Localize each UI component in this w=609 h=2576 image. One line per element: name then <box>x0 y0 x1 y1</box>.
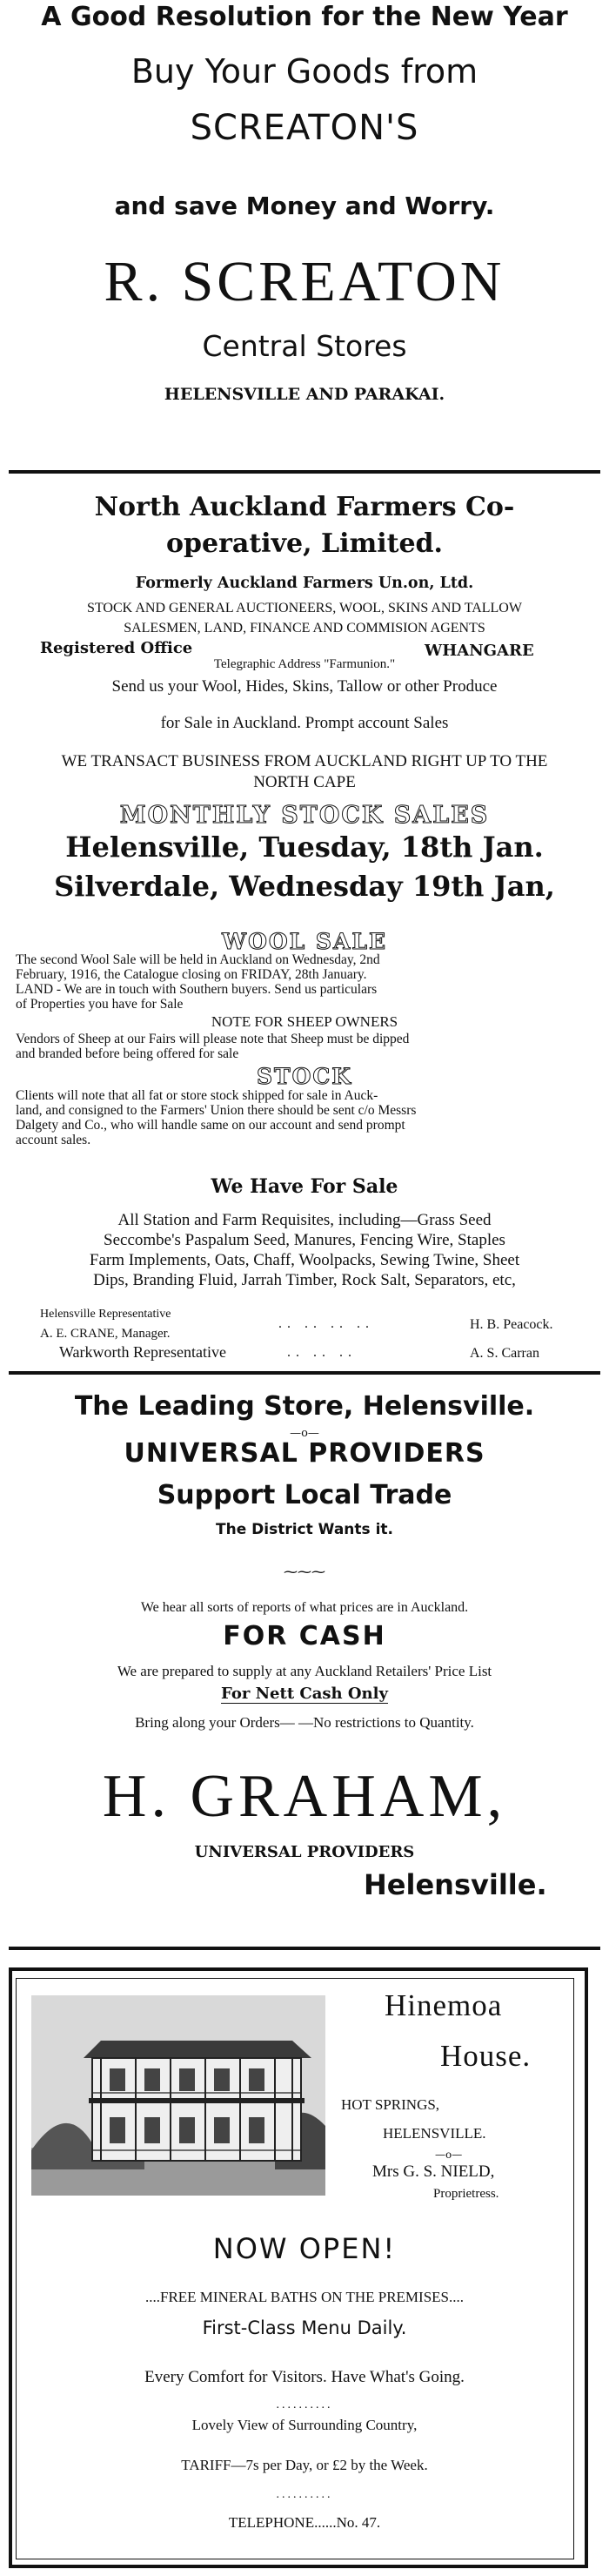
illustration-roof <box>84 2041 311 2058</box>
hinemoa-telephone: TELEPHONE......No. 47. <box>228 2514 381 2531</box>
farmers-transact-line-1: WE TRANSACT BUSINESS FROM AUCKLAND RIGHT UP TO THE <box>61 752 548 770</box>
graham-separator: —o— <box>290 1427 319 1440</box>
hinemoa-tariff: TARIFF—7s per Day, or £2 by the Week. <box>181 2457 428 2473</box>
farmers-rep-manager: A. E. CRANE, Manager. <box>40 1327 171 1341</box>
farmers-have-heading: We Have For Sale <box>211 1175 398 1198</box>
hinemoa-proprietress: Proprietress. <box>433 2187 499 2201</box>
screaton-save-line: and save Money and Worry. <box>114 192 495 220</box>
farmers-rep-warkworth-name: A. S. Carran <box>470 1346 539 1361</box>
farmers-rep-helensville-label: Helensville Representative <box>40 1308 171 1321</box>
farmers-transact-line-2: NORTH CAPE <box>253 773 356 791</box>
farmers-services-line-2: SALESMEN, LAND, FINANCE AND COMMISION AGENTS <box>124 621 485 636</box>
screaton-proprietor: R. SCREATON <box>104 250 505 313</box>
farmers-wool-line: of Properties you have for Sale <box>16 997 184 1012</box>
farmers-send-line-2: for Sale in Auckland. Prompt account Sales <box>160 714 449 732</box>
farmers-wool-line: The second Wool Sale will be held in Auckland on Wednesday, 2nd <box>16 952 380 967</box>
section-divider <box>9 1371 600 1375</box>
farmers-services-line-1: STOCK AND GENERAL AUCTIONEERS, WOOL, SKINS AND TALLOW <box>87 601 522 615</box>
graham-nett-cash-text: For Nett Cash Only <box>221 1685 388 1703</box>
screaton-headline: A Good Resolution for the New Year <box>41 2 568 32</box>
graham-for-cash: FOR CASH <box>223 1621 386 1651</box>
hinemoa-view: Lovely View of Surrounding Country, <box>191 2417 418 2433</box>
farmers-note-line: and branded before being offered for sale <box>16 1046 239 1061</box>
hinemoa-title-line-2: House. <box>440 2039 532 2073</box>
farmers-have-line: All Station and Farm Requisites, including—Grass Seed <box>117 1211 492 1229</box>
farmers-office-label: Registered Office <box>40 639 193 657</box>
farmers-note-line: Vendors of Sheep at our Fairs will please note that Sheep must be dipped <box>16 1032 410 1046</box>
farmers-send-line-1: Send us your Wool, Hides, Skins, Tallow or other Produce <box>111 677 498 696</box>
hinemoa-owner: Mrs G. S. NIELD, <box>372 2162 495 2181</box>
hinemoa-now-open: NOW OPEN! <box>212 2232 397 2265</box>
farmers-wool-sale-heading: WOOL SALE <box>222 929 387 954</box>
hinemoa-town: HELENSVILLE. <box>383 2125 486 2142</box>
dotted-separator: .......... <box>276 2488 333 2501</box>
farmers-formerly: Formerly Auckland Farmers Un.on, Ltd. <box>135 575 474 592</box>
farmers-rep-warkworth-label: Warkworth Representative <box>59 1343 226 1361</box>
hinemoa-comfort: Every Comfort for Visitors. Have What's Going. <box>144 2368 465 2386</box>
screaton-store-name: SCREATON'S <box>190 108 419 148</box>
dotted-separator: .......... <box>276 2398 333 2411</box>
farmers-rep-helensville-name: H. B. Peacock. <box>470 1317 553 1332</box>
screaton-central-stores: Central Stores <box>202 329 407 363</box>
hinemoa-menu: First-Class Menu Daily. <box>202 2317 407 2338</box>
squiggle-ornament: ⁓⁓⁓ <box>284 1564 325 1580</box>
graham-district-wants: The District Wants it. <box>216 1521 393 1538</box>
screaton-locations: HELENSVILLE AND PARAKAI. <box>164 385 445 404</box>
graham-reports: We hear all sorts of reports of what prices are in Auckland. <box>140 1600 469 1615</box>
farmers-stock-line: Clients will note that all fat or store stock shipped for sale in Auck- <box>16 1088 378 1103</box>
farmers-sale-silverdale: Silverdale, Wednesday 19th Jan, <box>54 870 555 903</box>
graham-name: H. GRAHAM, <box>102 1763 507 1830</box>
farmers-monthly-stock-sales: MONTHLY STOCK SALES <box>119 802 490 829</box>
hinemoa-house-illustration <box>31 1995 325 2196</box>
section-divider <box>9 470 600 474</box>
hinemoa-free-baths: ....FREE MINERAL BATHS ON THE PREMISES.... <box>144 2289 464 2305</box>
farmers-stock-line: account sales. <box>16 1133 91 1147</box>
graham-town: Helensville. <box>364 1868 547 1901</box>
farmers-stock-line: Dalgety and Co., who will handle same on our account and send prompt <box>16 1118 405 1133</box>
leader-dots: .. .. .. <box>287 1345 357 1360</box>
farmers-office-place: WHANGARE <box>425 642 534 660</box>
leader-dots: .. .. .. .. <box>278 1316 374 1331</box>
farmers-title-line-2: operative, Limited. <box>166 528 443 559</box>
hinemoa-hot-springs: HOT SPRINGS, <box>341 2096 440 2113</box>
screaton-buy-line: Buy Your Goods from <box>130 52 478 91</box>
graham-bring-orders: Bring along your Orders— —No restrictions to Quantity. <box>135 1714 474 1731</box>
graham-support-local-trade: Support Local Trade <box>157 1480 452 1510</box>
hinemoa-title-line-1: Hinemoa <box>385 1988 503 2022</box>
hinemoa-separator: —o— <box>435 2149 463 2161</box>
farmers-have-line: Dips, Branding Fluid, Jarrah Timber, Rock Salt, Separators, etc, <box>93 1271 516 1289</box>
farmers-note-heading: NOTE FOR SHEEP OWNERS <box>211 1013 398 1030</box>
farmers-stock-line: land, and consigned to the Farmers' Union there should be sent c/o Messrs <box>16 1103 417 1118</box>
farmers-stock-heading: STOCK <box>256 1064 353 1089</box>
farmers-wool-line: February, 1916, the Catalogue closing on FRIDAY, 28th January. <box>16 967 367 982</box>
graham-universal-providers: UNIVERSAL PROVIDERS <box>124 1438 485 1469</box>
farmers-telegraphic: Telegraphic Address "Farmunion." <box>213 657 396 671</box>
graham-leading-store: The Leading Store, Helensville. <box>74 1391 535 1422</box>
illustration-balcony <box>89 2098 304 2103</box>
section-divider <box>9 1947 600 1950</box>
farmers-have-line: Farm Implements, Oats, Chaff, Woolpacks, Sewing Twine, Sheet <box>89 1251 520 1269</box>
farmers-title-line-1: North Auckland Farmers Co- <box>94 492 515 522</box>
farmers-wool-line: LAND - We are in touch with Southern buyers. Send us particulars <box>16 982 378 997</box>
farmers-have-line: Seccombe's Paspalum Seed, Manures, Fencing Wire, Staples <box>104 1231 505 1249</box>
graham-prepared: We are prepared to supply at any Auckland Retailers' Price List <box>117 1663 492 1679</box>
farmers-sale-helensville: Helensville, Tuesday, 18th Jan. <box>65 831 544 864</box>
graham-nett-cash <box>0 1685 609 1703</box>
graham-providers-subtitle: UNIVERSAL PROVIDERS <box>194 1843 415 1861</box>
